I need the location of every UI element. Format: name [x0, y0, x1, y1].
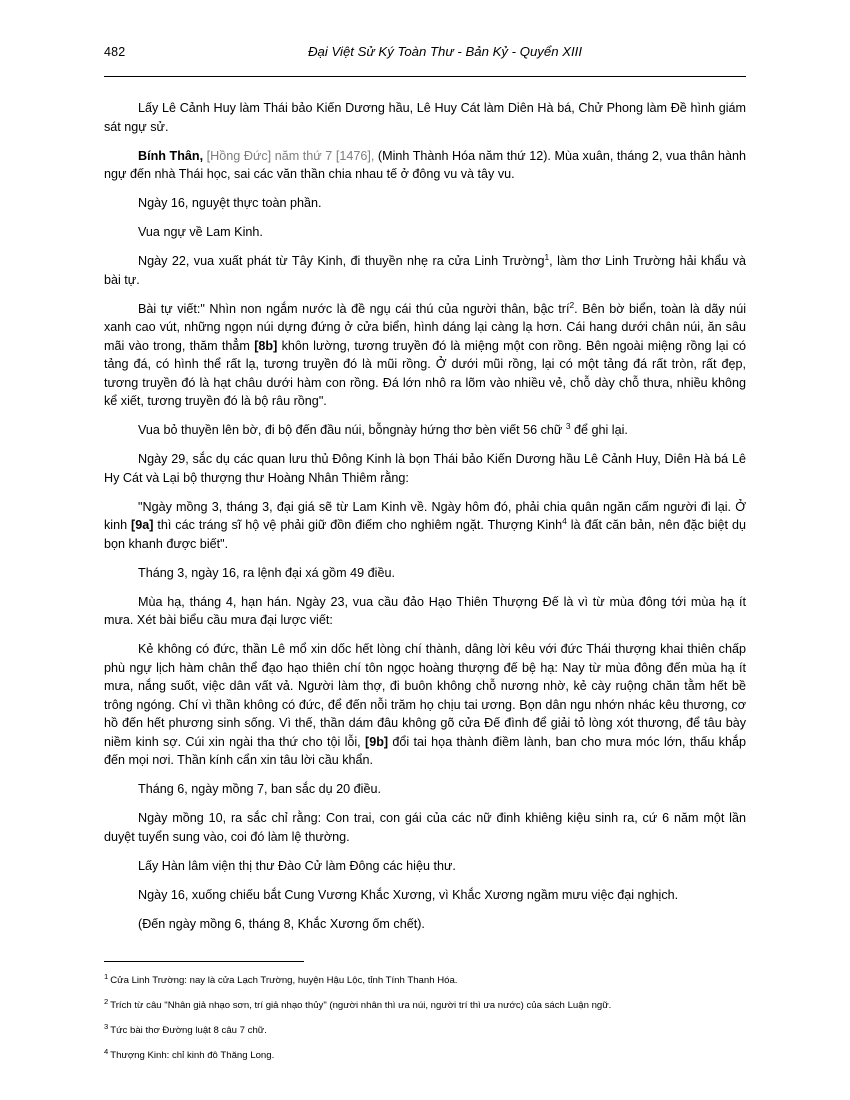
paragraph: [104, 421, 746, 440]
footnote-item: [104, 1046, 746, 1063]
paragraph-text: Tháng 3, ngày 16, ra lệnh đại xá gồm 49 điều.: [138, 565, 395, 580]
paragraph-text: Bài tự viết:" Nhìn non ngắm nước là đề ngụ cái thú của người thân, bậc trí: [138, 301, 570, 316]
paragraph-text: . Bên bờ biển, toàn là dãy núi xanh cao vút, những ngọn núi dựng đứng ở cửa biển, hình dáng lại càng lạ hơn. Cái hang dưới chân núi, ăn sâu mãi vào trong, thăm thẳm: [104, 301, 746, 353]
paragraph-text: để ghi lại.: [570, 423, 628, 437]
header-title: Đại Việt Sử Ký Toàn Thư - Bản Kỷ - Quyển XIII: [308, 44, 582, 59]
footnote-ref: 4: [562, 515, 567, 526]
footnote-separator: [104, 961, 304, 962]
paragraph: [104, 780, 746, 799]
footnote-ref: 2: [569, 299, 575, 310]
paragraph-text: Ngày 16, nguyệt thực toàn phần.: [138, 196, 322, 210]
paragraph-text: Ngày 29, sắc dụ các quan lưu thủ Đông Kinh là bọn Thái bảo Kiến Dương hầu Lê Cảnh Huy, Diên Hà bá Lê Hy Cát và Lại bộ thượng thư Hoàng Nhân Thiêm rằng:: [104, 452, 746, 485]
footnote-number: 2: [104, 996, 109, 1006]
paragraph: [104, 194, 746, 213]
footnote-text: Trích từ câu "Nhân giả nhạo sơn, trí giả nhạo thủy" (người nhân thì ưa núi, người trí thì ưa nước) của sách Luận ngữ.: [110, 999, 612, 1011]
folio-marker: [9b]: [365, 734, 389, 749]
paragraph-text: Vua ngự về Lam Kinh.: [138, 225, 263, 239]
paragraph: [104, 857, 746, 876]
body-text: [104, 99, 746, 933]
paragraph: [104, 498, 746, 554]
footnote-ref: 1: [544, 251, 550, 262]
paragraph-text: Lấy Hàn lâm viện thị thư Đào Cử làm Đông các hiệu thư.: [138, 858, 456, 873]
paragraph-text: , làm thơ Linh Trường hải khẩu và bài tự.: [104, 254, 746, 287]
page-header: [104, 44, 746, 74]
paragraph-text: Tháng 6, ngày mồng 7, ban sắc dụ 20 điều.: [138, 782, 381, 796]
footnote-number: 3: [104, 1021, 109, 1031]
paragraph-text: thì các tráng sĩ hộ vệ phải giữ đồn điếm cho nghiêm ngặt. Thượng Kinh: [153, 518, 563, 532]
paragraph: [104, 223, 746, 242]
footnote-item: [104, 971, 746, 988]
paragraph: [104, 886, 746, 905]
footnote-text: Tức bài thơ Đường luật 8 câu 7 chữ.: [110, 1024, 267, 1036]
paragraph-text: Vua bỏ thuyền lên bờ, đi bộ đến đầu núi, bỗngnày hứng thơ bèn viết 56 chữ: [138, 423, 566, 437]
footnote-ref: 3: [565, 420, 571, 431]
page-number: 482: [104, 45, 126, 59]
folio-marker: [8b]: [254, 338, 278, 353]
paragraph: [104, 252, 746, 289]
footnote-list: [104, 971, 746, 1063]
footnote-text: Thượng Kinh: chỉ kinh đô Thăng Long.: [110, 1049, 275, 1061]
era-note: [Hồng Đức] năm thứ 7 [1476],: [203, 148, 375, 163]
paragraph: [104, 300, 746, 411]
paragraph-text: Kẻ không có đức, thần Lê mổ xin dốc hết lòng chí thành, dâng lời kêu với đức Thái thượng khai thiên chấp phù ngự lịch hàm chân thể đạo hạo thiên chí tôn ngọc hoàng thượng đế bệ hạ: Nay từ mùa đông đến mùa hạ ít mưa, nắng suốt, việc dân vất vả. Người làm thợ, đi buôn không chỗ nương nhờ, kẻ cày ruộng chăn tằm hết bề trông ngóng. Chí vì thần không có đức, để đến nỗi trăm họ chịu tai ương. Bọn dân ngu nhớn nhác kêu thương, cơ hồ đến hết phương sinh sống. Vì thế, thần dám đâu không gõ cửa Đế đình để giải tỏ lòng xót thương, để tâu bày niềm kinh sợ. Cúi xin ngài tha thứ cho tội lỗi,: [104, 642, 746, 749]
footnote-number: 1: [104, 971, 109, 981]
paragraph-text: Ngày mồng 10, ra sắc chỉ rằng: Con trai, con gái của các nữ đinh khiêng kiệu sinh ra, cứ 6 năm một lần duyệt tuyển sung vào, coi đó làm lệ thường.: [104, 811, 746, 844]
footnote-item: [104, 1021, 746, 1038]
folio-marker: [9a]: [131, 518, 154, 532]
paragraph-text: Mùa hạ, tháng 4, hạn hán. Ngày 23, vua cầu đảo Hạo Thiên Thượng Đế là vì từ mùa đông tới mùa hạ ít mưa. Xét bài biểu cầu mưa đại lược viết:: [104, 594, 746, 627]
header-divider: [104, 76, 746, 77]
paragraph-text: là đất căn bản, nên đặc biệt dụ bọn khanh được biết".: [104, 518, 746, 551]
paragraph-text: (Đến ngày mồng 6, tháng 8, Khắc Xương ốm chết).: [138, 916, 425, 931]
paragraph: [104, 915, 746, 934]
paragraph-text: đổi tai họa thành điềm lành, ban cho mưa móc lớn, thấu khắp đến mọi nơi. Thần kính cẩn xin tâu lời cầu khẩn.: [104, 734, 746, 767]
paragraph: [104, 640, 746, 770]
paragraph: [104, 593, 746, 630]
paragraph: [104, 809, 746, 846]
footnote-number: 4: [104, 1046, 109, 1056]
footnote-text: Cửa Linh Trường: nay là cửa Lạch Trường, huyện Hậu Lộc, tỉnh Tính Thanh Hóa.: [110, 975, 458, 986]
paragraph-text: Ngày 22, vua xuất phát từ Tây Kinh, đi thuyền nhẹ ra cửa Linh Trường: [138, 254, 545, 268]
paragraph-text: Lấy Lê Cảnh Huy làm Thái bảo Kiến Dương hầu, Lê Huy Cát làm Diên Hà bá, Chử Phong làm Đề hình giám sát ngự sử.: [104, 101, 746, 134]
paragraph-text: Ngày 16, xuống chiếu bắt Cung Vương Khắc Xương, vì Khắc Xương ngầm mưu việc đại nghịch.: [138, 887, 679, 902]
paragraph-text: "Ngày mồng 3, tháng 3, đại giá sẽ từ Lam Kinh về. Ngày hôm đó, phải chia quân ngăn cấm người đi lại. Ở kinh: [104, 499, 746, 532]
paragraph: [104, 450, 746, 487]
paragraph: [104, 147, 746, 184]
footnote-item: [104, 996, 746, 1013]
paragraph: [104, 99, 746, 136]
paragraph-text: (Minh Thành Hóa năm thứ 12). Mùa xuân, tháng 2, vua thân hành ngự đến nhà Thái học, sai các văn thần chia nhau tế ở đông vu và tây vu.: [104, 148, 746, 181]
year-label: Bính Thân,: [138, 148, 204, 163]
paragraph-text: khôn lường, tương truyền đó là miệng một con rồng. Bên ngoài miệng rồng lại có tảng đá, có hình thể rất lạ, tương truyền đó là mũi rồng. Ở dưới mũi rồng, lại có một tảng đá rất tròn, rất đẹp, tương truyền đó là hạt châu dưới hàm con rồng. Đá lớn nhô ra lõm vào nhiều vẻ, chỗ dày chỗ thưa, nhiều không kể xiết, tương truyền đó là bộ râu rồng".: [104, 338, 747, 408]
paragraph: [104, 564, 746, 583]
